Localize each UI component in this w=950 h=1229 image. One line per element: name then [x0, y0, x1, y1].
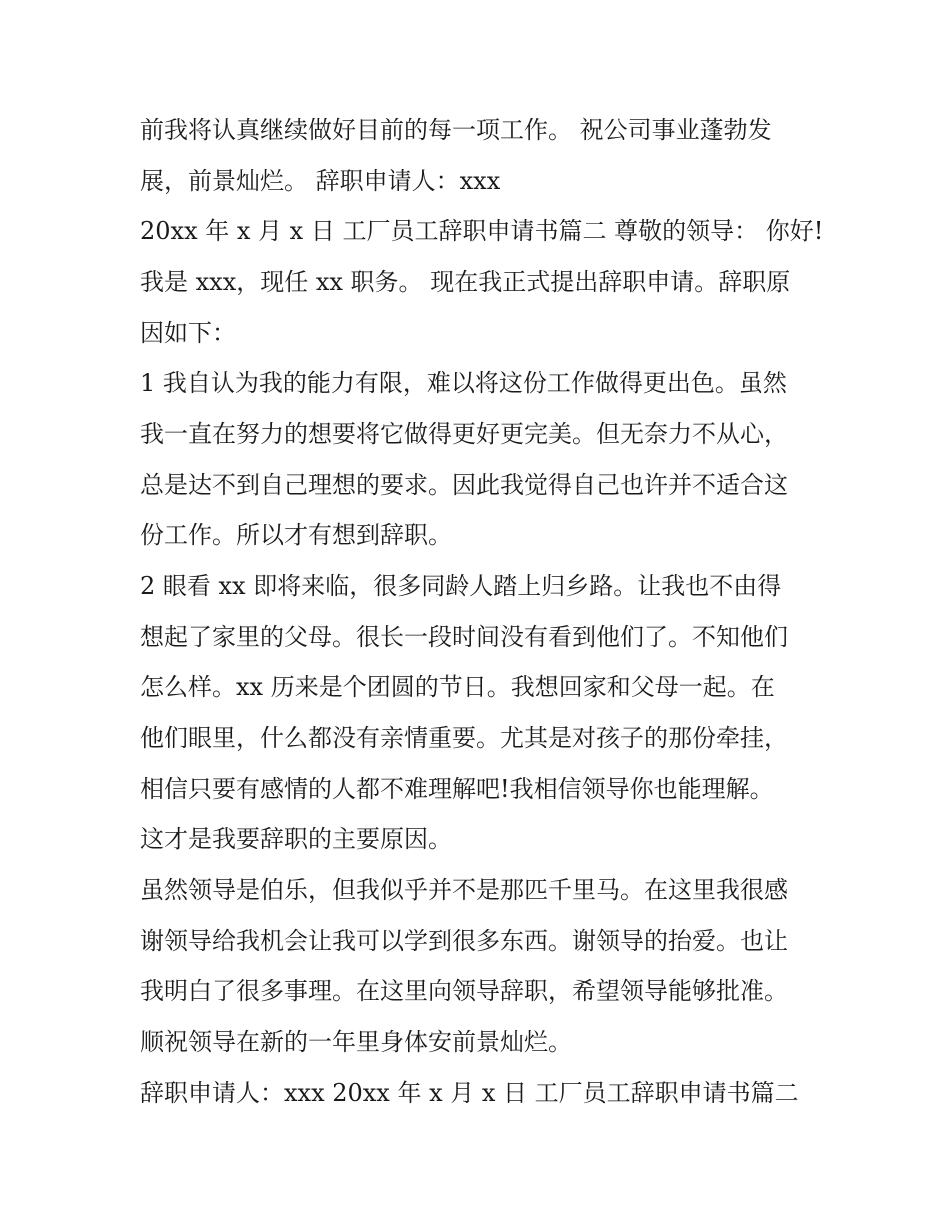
- text-line: 想起了家里的父母。很长一段时间没有看到他们了。不知他们: [140, 623, 788, 651]
- text-line: 他们眼里，什么都没有亲情重要。尤其是对孩子的那份牵挂，: [140, 724, 788, 752]
- text-line: 顺祝领导在新的一年里身体安前景灿烂。: [140, 1028, 572, 1056]
- text-line: 我是 xxx，现任 xx 职务。 现在我正式提出辞职申请。辞职原: [140, 268, 791, 296]
- text-line: 我一直在努力的想要将它做得更好更完美。但无奈力不从心，: [140, 420, 788, 448]
- text-line: 怎么样。xx 历来是个团圆的节日。我想回家和父母一起。在: [140, 673, 775, 701]
- text-line: 总是达不到自己理想的要求。因此我觉得自己也许并不适合这: [140, 471, 788, 499]
- text-line: 前我将认真继续做好目前的每一项工作。 祝公司事业蓬勃发: [140, 116, 772, 144]
- text-line: 谢领导给我机会让我可以学到很多东西。谢领导的抬爱。也让: [140, 927, 788, 955]
- text-line: 辞职申请人：xxx 20xx 年 x 月 x 日 工厂员工辞职申请书篇二: [140, 1079, 799, 1107]
- text-line: 份工作。所以才有想到辞职。: [140, 521, 452, 549]
- text-line: 这才是我要辞职的主要原因。: [140, 825, 452, 853]
- text-line: 因如下：: [140, 319, 236, 347]
- text-line: 虽然领导是伯乐，但我似乎并不是那匹千里马。在这里我很感: [140, 876, 788, 904]
- text-line: 相信只要有感情的人都不难理解吧!我相信领导你也能理解。: [140, 775, 774, 803]
- text-line: 我明白了很多事理。在这里向领导辞职，希望领导能够批准。: [140, 977, 788, 1005]
- text-line: 2 眼看 xx 即将来临，很多同龄人踏上归乡路。让我也不由得: [140, 572, 782, 600]
- text-line: 展，前景灿烂。 辞职申请人：xxx: [140, 167, 501, 195]
- text-line: 1 我自认为我的能力有限，难以将这份工作做得更出色。虽然: [140, 369, 787, 397]
- text-line: 20xx 年 x 月 x 日 工厂员工辞职申请书篇二 尊敬的领导： 你好!: [140, 217, 824, 245]
